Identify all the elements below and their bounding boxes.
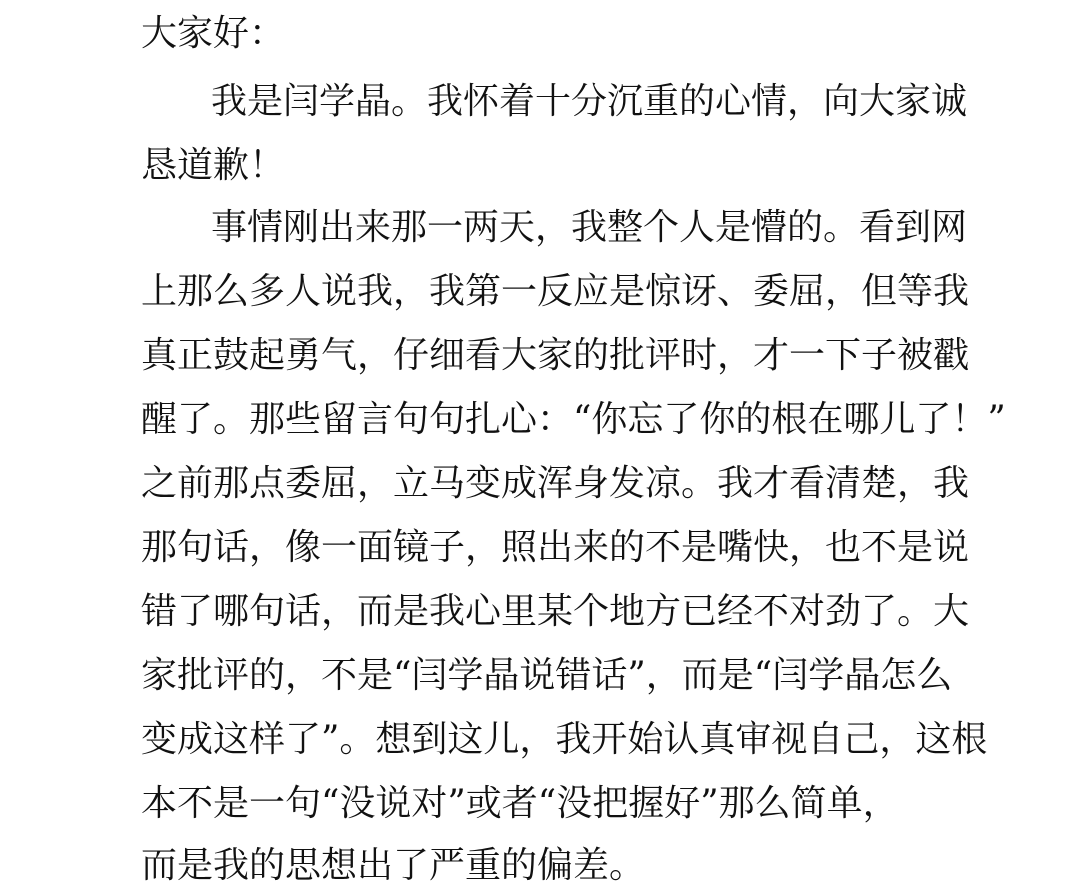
paragraph-line: 变成这样了”。想到这儿，我开始认真审视自己，这根: [141, 719, 988, 760]
paragraph-line: 恳道歉！: [141, 145, 286, 186]
paragraph-line: 上那么多人说我，我第一反应是惊讶、委屈，但等我: [141, 271, 970, 312]
paragraph-line: 那句话，像一面镜子，照出来的不是嘴快，也不是说: [141, 527, 970, 568]
paragraph-line: 而是我的思想出了严重的偏差。: [141, 845, 646, 886]
paragraph-line: 醒了。那些留言句句扎心：“你忘了你的根在哪儿了！”: [141, 399, 1006, 440]
greeting-line: 大家好：: [141, 13, 286, 54]
paragraph-line: 本不是一句“没说对”或者“没把握好”那么简单，: [141, 783, 899, 824]
paragraph-line: 之前那点委屈，立马变成浑身发凉。我才看清楚，我: [141, 463, 970, 504]
paragraph-line: 事情刚出来那一两天，我整个人是懵的。看到网: [211, 207, 968, 248]
paragraph-line: 错了哪句话，而是我心里某个地方已经不对劲了。大: [141, 591, 970, 632]
paragraph-line: 我是闫学晶。我怀着十分沉重的心情，向大家诚: [211, 81, 968, 122]
paragraph-line: 家批评的，不是“闫学晶说错话”，而是“闫学晶怎么: [141, 655, 953, 696]
paragraph-line: 真正鼓起勇气，仔细看大家的批评时，才一下子被戳: [141, 335, 970, 376]
